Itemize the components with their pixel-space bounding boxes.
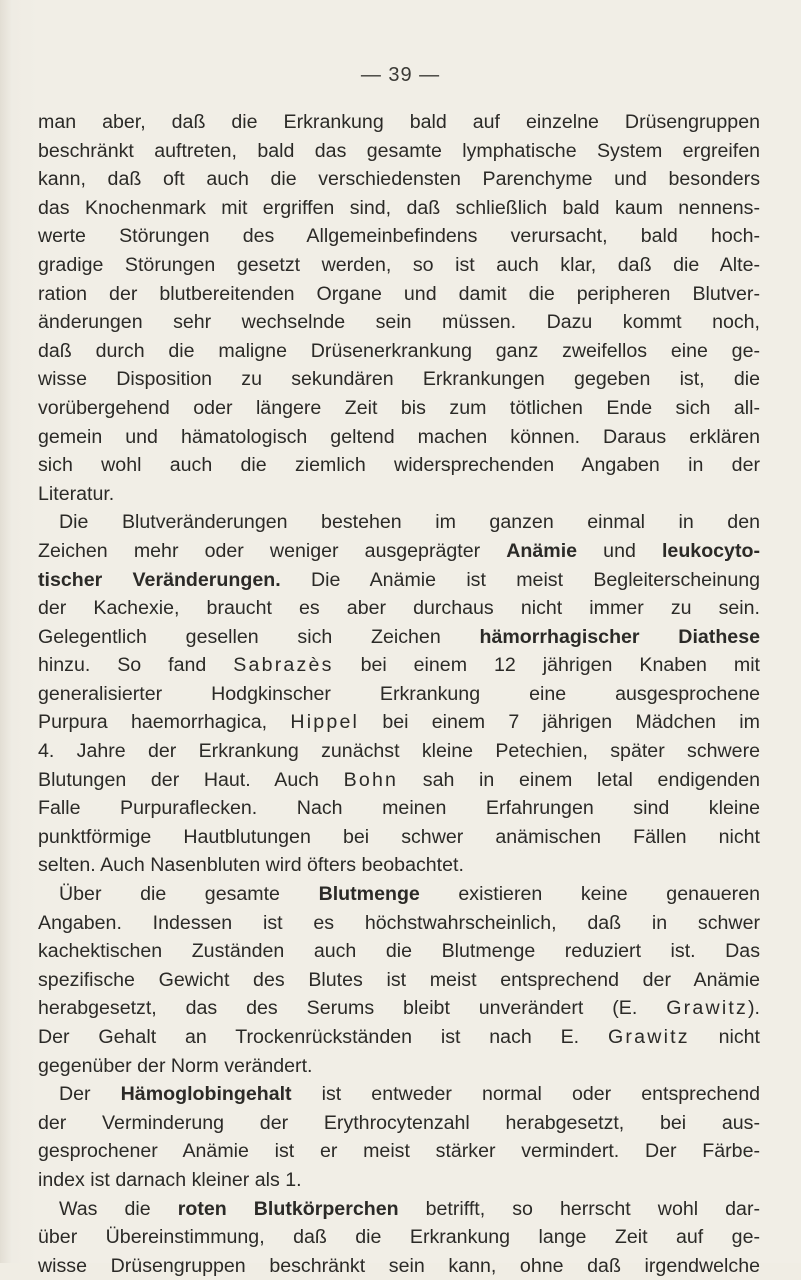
- text-fragment: Die Anämie ist meist Begleiterscheinung: [280, 568, 761, 591]
- text-fragment: 4. Jahre der Erkrankung zunächst kleine Petechien, später schwere: [38, 740, 760, 763]
- text-line: [38, 1252, 760, 1280]
- bold-term: roten Blutkörperchen: [177, 1197, 399, 1220]
- text-line: [38, 280, 760, 309]
- text-fragment: nicht: [689, 1026, 760, 1048]
- bold-term: leukocyto-: [661, 539, 760, 562]
- text-fragment: der Verminderung der Erythrocytenzahl herabgesetzt, bei aus-: [38, 1111, 760, 1134]
- text-fragment: wisse Drüsengruppen beschränkt sein kann, ohne daß irgendwelche: [38, 1254, 760, 1277]
- text-line: [38, 480, 760, 509]
- text-line: [38, 708, 760, 737]
- text-fragment: bei einem 12 jährigen Knaben mit: [333, 654, 760, 677]
- text-line: [38, 222, 760, 251]
- text-line: [38, 1023, 760, 1052]
- text-line: [38, 308, 760, 337]
- text-line: [38, 537, 760, 566]
- text-fragment: werte Störungen des Allgemeinbefindens verursacht, bald hoch-: [38, 225, 760, 248]
- text-fragment: ration der blutbereitenden Organe und damit die peripheren Blutver-: [38, 282, 760, 305]
- bold-term: tischer Veränderungen.: [38, 568, 281, 591]
- text-fragment: gradige Störungen gesetzt werden, so ist auch klar, daß die Alte-: [38, 253, 760, 276]
- text-line: [38, 651, 760, 680]
- text-fragment: hinzu. So fand: [38, 654, 234, 677]
- text-line: [38, 851, 760, 880]
- text-line: [38, 137, 760, 166]
- text-fragment: beschränkt auftreten, bald das gesamte lymphatische System ergreifen: [38, 139, 760, 162]
- text-fragment: Der Gehalt an Trockenrückständen ist nach E.: [38, 1026, 608, 1048]
- text-line: [38, 1195, 760, 1224]
- text-fragment: man aber, daß die Erkrankung bald auf einzelne Drüsengruppen: [38, 111, 760, 133]
- text-fragment: gegenüber der Norm verändert.: [38, 1054, 313, 1077]
- text-fragment: index ist darnach kleiner als 1.: [38, 1168, 302, 1191]
- text-fragment: gesprochener Anämie ist er meist stärker vermindert. Der Färbe-: [38, 1140, 760, 1163]
- text-fragment: Falle Purpuraflecken. Nach meinen Erfahrungen sind kleine: [38, 797, 760, 820]
- body-text: [38, 108, 760, 1280]
- text-fragment: Gelegentlich gesellen sich Zeichen: [38, 625, 480, 648]
- text-fragment: Zeichen mehr oder weniger ausgeprägter: [38, 539, 507, 562]
- text-line: [38, 1137, 760, 1166]
- text-line: [38, 823, 760, 852]
- text-fragment: existieren keine genaueren: [419, 883, 760, 906]
- author-name: Sabrazès: [233, 654, 334, 677]
- text-fragment: und: [577, 539, 662, 562]
- page-number: — 39 —: [360, 64, 441, 86]
- text-fragment: Der: [59, 1083, 121, 1106]
- text-line: [38, 937, 760, 966]
- text-fragment: Purpura haemorrhagica,: [38, 711, 291, 734]
- text-fragment: bei einem 7 jährigen Mädchen im: [359, 711, 760, 734]
- text-line: [38, 994, 760, 1023]
- text-line: [38, 194, 760, 223]
- text-line: [38, 108, 760, 137]
- text-fragment: Die Blutveränderungen bestehen im ganzen einmal in den: [59, 511, 760, 534]
- text-fragment: wisse Disposition zu sekundären Erkrankungen gegeben ist, die: [38, 368, 760, 391]
- text-fragment: Literatur.: [38, 482, 115, 505]
- text-fragment: kachektischen Zuständen auch die Blutmenge reduziert ist. Das: [38, 940, 760, 963]
- text-fragment: Blutungen der Haut. Auch: [38, 768, 344, 791]
- text-fragment: Über die gesamte: [59, 883, 319, 906]
- author-name: Grawitz: [666, 997, 749, 1020]
- text-fragment: kann, daß oft auch die verschiedensten Parenchyme und besonders: [38, 168, 760, 191]
- text-fragment: änderungen sehr wechselnde sein müssen. Dazu kommt noch,: [38, 311, 760, 334]
- text-fragment: punktförmige Hautblutungen bei schwer anämischen Fällen nicht: [38, 825, 760, 848]
- text-fragment: spezifische Gewicht des Blutes ist meist entsprechend der Anämie: [38, 968, 760, 991]
- text-line: [38, 1223, 760, 1252]
- text-line: [38, 880, 760, 909]
- text-line: [38, 680, 760, 709]
- text-fragment: über Übereinstimmung, daß die Erkrankung lange Zeit auf ge-: [38, 1226, 760, 1249]
- text-line: [38, 1109, 760, 1138]
- text-line: [38, 794, 760, 823]
- text-fragment: ).: [748, 997, 760, 1020]
- text-line: [38, 365, 760, 394]
- text-fragment: das Knochenmark mit ergriffen sind, daß schließlich bald kaum nennens-: [38, 196, 760, 219]
- text-line: [38, 766, 760, 795]
- text-line: [38, 737, 760, 766]
- text-fragment: daß durch die maligne Drüsenerkrankung ganz zweifellos eine ge-: [38, 339, 760, 362]
- bold-term: Anämie: [506, 539, 578, 562]
- text-line: [38, 394, 760, 423]
- author-name: Bohn: [343, 768, 399, 791]
- text-line: [38, 909, 760, 938]
- text-fragment: betrifft, so herrscht wohl dar-: [398, 1197, 760, 1220]
- text-line: [38, 1166, 760, 1195]
- text-line: [38, 623, 760, 652]
- bold-term: Blutmenge: [318, 883, 420, 906]
- text-fragment: selten. Auch Nasenbluten wird öfters beobachtet.: [38, 854, 464, 877]
- text-line: [38, 337, 760, 366]
- text-fragment: ist entweder normal oder entsprechend: [291, 1083, 760, 1106]
- text-fragment: gemein und hämatologisch geltend machen können. Daraus erklären: [38, 425, 760, 448]
- text-line: [38, 423, 760, 452]
- text-fragment: Was die: [59, 1197, 178, 1220]
- text-fragment: sich wohl auch die ziemlich widersprechenden Angaben in der: [38, 454, 760, 477]
- author-name: Hippel: [290, 711, 360, 734]
- text-line: [38, 251, 760, 280]
- text-line: [38, 566, 760, 595]
- text-line: [38, 1080, 760, 1109]
- text-line: [38, 165, 760, 194]
- text-fragment: der Kachexie, braucht es aber durchaus nicht immer zu sein.: [38, 597, 760, 620]
- text-fragment: Angaben. Indessen ist es höchstwahrscheinlich, daß in schwer: [38, 911, 760, 934]
- text-fragment: generalisierter Hodgkinscher Erkrankung eine ausgesprochene: [38, 682, 760, 705]
- text-line: [38, 966, 760, 995]
- text-line: [38, 451, 760, 480]
- text-line: [38, 594, 760, 623]
- author-name: Grawitz: [607, 1026, 690, 1048]
- bold-term: Hämoglobingehalt: [120, 1083, 292, 1106]
- bold-term: hämorrhagischer Diathese: [479, 625, 760, 648]
- text-fragment: sah in einem letal endigenden: [398, 768, 760, 791]
- text-line: [38, 508, 760, 537]
- text-fragment: vorübergehend oder längere Zeit bis zum tötlichen Ende sich all-: [38, 396, 760, 419]
- text-line: [38, 1052, 760, 1081]
- text-fragment: herabgesetzt, das des Serums bleibt unverändert (E.: [38, 997, 667, 1020]
